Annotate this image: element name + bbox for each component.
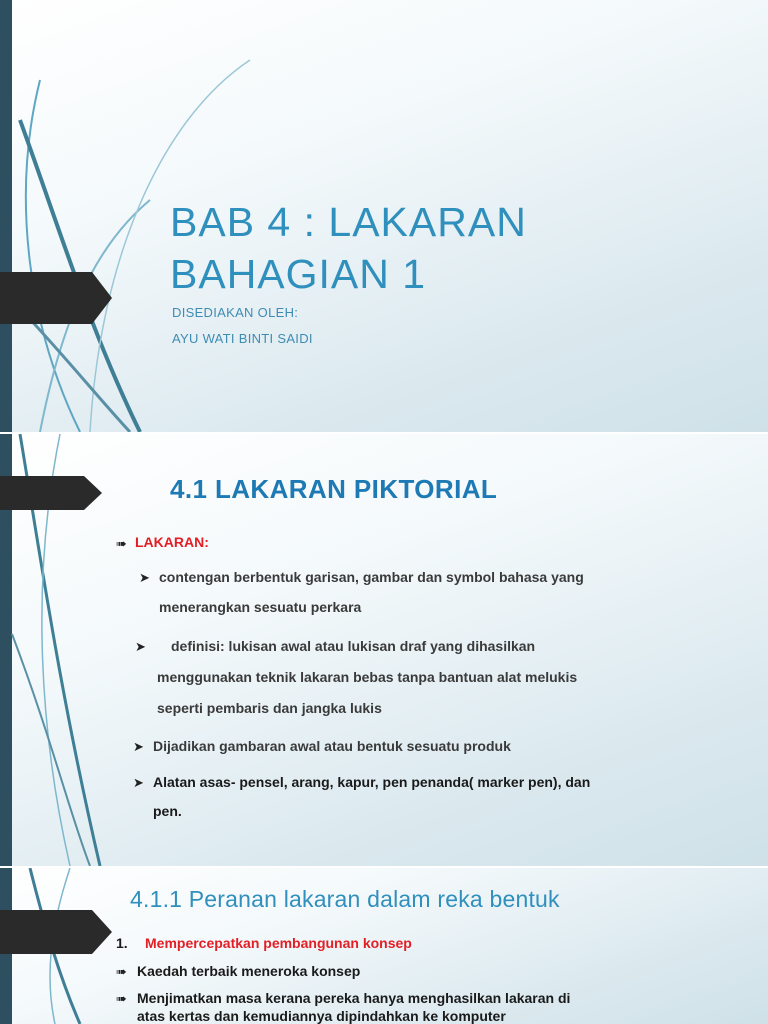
point-1-line-2: menerangkan sesuatu perkara — [159, 599, 362, 615]
bullet-arrow-icon: ➠ — [116, 536, 127, 551]
bullet-arrow-icon: ➠ — [116, 964, 127, 979]
point-4-line-1: Alatan asas- pensel, arang, kapur, pen penanda( marker pen), dan — [153, 774, 591, 790]
item-1-text: Mempercepatkan pembangunan konsep — [145, 935, 412, 951]
bullet-chevron-icon: ➤ — [133, 775, 144, 790]
point-4-line-2: pen. — [153, 803, 182, 819]
title-line-1: BAB 4 : LAKARAN — [170, 199, 527, 245]
point-2-line-3: seperti pembaris dan jangka lukis — [157, 700, 382, 716]
bullet-chevron-icon: ➤ — [139, 570, 150, 585]
bullet-2-line-1: Menjimatkan masa kerana pereka hanya menghasilkan lakaran di — [137, 990, 571, 1006]
subsection-title: 4.1.1 Peranan lakaran dalam reka bentuk — [130, 886, 560, 912]
item-number: 1. — [116, 935, 128, 951]
point-2-line-2: menggunakan teknik lakaran bebas tanpa bantuan alat melukis — [157, 669, 578, 685]
bullet-2-line-2: atas kertas dan kemudiannya dipindahkan ke komputer — [137, 1008, 506, 1024]
presentation-title — [170, 196, 527, 300]
bullet-1-text: Kaedah terbaik meneroka konsep — [137, 963, 361, 979]
section-title: 4.1 LAKARAN PIKTORIAL — [170, 474, 498, 504]
point-2-line-1: definisi: lukisan awal atau lukisan draf yang dihasilkan — [171, 638, 536, 654]
lakaran-heading: LAKARAN: — [135, 534, 209, 550]
point-3-line-1: Dijadikan gambaran awal atau bentuk sesuatu produk — [153, 738, 511, 754]
bullet-arrow-icon: ➠ — [116, 991, 127, 1006]
author-name: AYU WATI BINTI SAIDI — [172, 331, 313, 346]
point-1-line-1: contengan berbentuk garisan, gambar dan symbol bahasa yang — [159, 569, 584, 585]
title-line-2: BAHAGIAN 1 — [170, 251, 427, 297]
prepared-by-label: DISEDIAKAN OLEH: — [172, 305, 299, 320]
arrow-marker-icon — [0, 272, 112, 324]
arrow-marker-icon — [0, 476, 102, 510]
arrow-marker-icon — [0, 910, 112, 954]
bullet-chevron-icon: ➤ — [133, 739, 144, 754]
bullet-chevron-icon: ➤ — [135, 639, 146, 654]
